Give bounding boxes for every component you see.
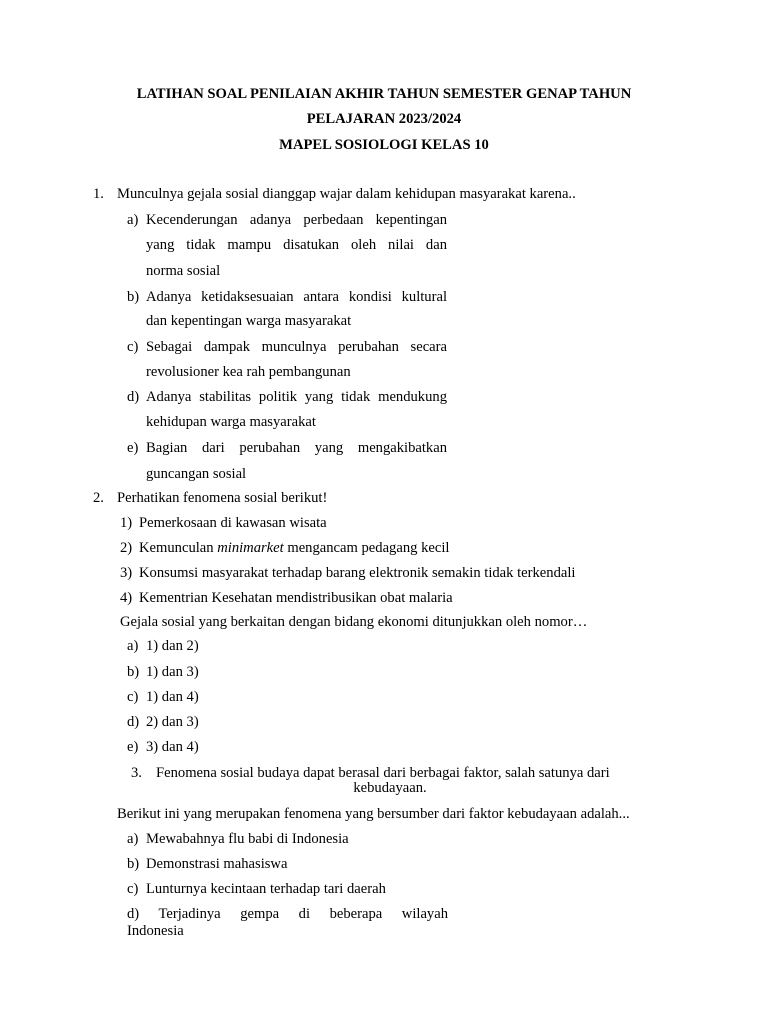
- q3-option-a-text: Mewabahnya flu babi di Indonesia: [146, 831, 349, 847]
- q2-option-b-letter: b): [127, 664, 140, 680]
- q1-option-e-line-2: guncangan sosial: [146, 466, 247, 482]
- q2-option-e-letter: e): [127, 739, 139, 755]
- q2-item-2-text: Kemunculan minimarket mengancam pedagang kecil: [139, 540, 450, 556]
- q1-option-b-letter: b): [127, 289, 140, 305]
- q1-option-a-line-3: norma sosial: [146, 263, 221, 279]
- q2-item-4-text: Kementrian Kesehatan mendistribusikan obat malaria: [139, 590, 453, 606]
- document-title-line-2: PELAJARAN 2023/2024: [306, 111, 462, 127]
- q2-option-d-letter: d): [127, 714, 140, 730]
- q2-item-3-number: 3): [120, 565, 133, 581]
- q1-option-e-letter: e): [127, 440, 139, 456]
- question-1-text: Munculnya gejala sosial dianggap wajar dalam kehidupan masyarakat karena..: [117, 186, 576, 202]
- q1-option-e-line-1: Bagian dari perubahan yang mengakibatkan: [146, 440, 447, 456]
- q2-item-2-italic-term: minimarket: [217, 540, 284, 556]
- q1-option-b-line-1: Adanya ketidaksesuaian antara kondisi kultural: [146, 289, 447, 305]
- q1-option-a-line-1: Kecenderungan adanya perbedaan kepentingan: [146, 212, 447, 228]
- q2-option-c-text: 1) dan 4): [146, 689, 199, 705]
- q1-option-d-line-2: kehidupan warga masyarakat: [146, 414, 316, 430]
- q2-option-e-text: 3) dan 4): [146, 739, 199, 755]
- q1-option-d-line-1: Adanya stabilitas politik yang tidak mendukung: [146, 389, 447, 405]
- q2-item-2-number: 2): [120, 540, 133, 556]
- q2-item-4-number: 4): [120, 590, 133, 606]
- document-title-line-1: LATIHAN SOAL PENILAIAN AKHIR TAHUN SEMESTER GENAP TAHUN: [136, 86, 632, 102]
- q3-option-d-line-1: d) Terjadinya gempa di beberapa wilayah: [127, 906, 448, 922]
- q2-item-1-number: 1): [120, 515, 133, 531]
- question-3-text-line-1: Fenomena sosial budaya dapat berasal dari berbagai faktor, salah satunya dari: [156, 765, 610, 781]
- q2-item-3-text: Konsumsi masyarakat terhadap barang elektronik semakin tidak terkendali: [139, 565, 576, 581]
- q3-prompt: Berikut ini yang merupakan fenomena yang bersumber dari faktor kebudayaan adalah...: [117, 806, 630, 822]
- q1-option-c-line-1: Sebagai dampak munculnya perubahan secara: [146, 339, 447, 355]
- question-2-text: Perhatikan fenomena sosial berikut!: [117, 490, 328, 506]
- q1-option-c-letter: c): [127, 339, 139, 355]
- q3-option-d-letter: d): [127, 906, 140, 922]
- q3-option-c-text: Lunturnya kecintaan terhadap tari daerah: [146, 881, 386, 897]
- q2-option-d-text: 2) dan 3): [146, 714, 199, 730]
- q2-option-b-text: 1) dan 3): [146, 664, 199, 680]
- q3-option-c-letter: c): [127, 881, 139, 897]
- q3-option-d-line-2: Indonesia: [127, 923, 184, 939]
- question-2-number: 2.: [93, 490, 104, 506]
- q3-option-b-text: Demonstrasi mahasiswa: [146, 856, 288, 872]
- q1-option-c-line-2: revolusioner kea rah pembangunan: [146, 364, 351, 380]
- q2-item-1-text: Pemerkosaan di kawasan wisata: [139, 515, 327, 531]
- question-3-text-line-2: kebudayaan.: [353, 780, 427, 796]
- question-1-number: 1.: [93, 186, 104, 202]
- q2-option-c-letter: c): [127, 689, 139, 705]
- q1-option-d-letter: d): [127, 389, 140, 405]
- q3-option-b-letter: b): [127, 856, 140, 872]
- document-subtitle: MAPEL SOSIOLOGI KELAS 10: [279, 137, 489, 153]
- question-3-number: 3.: [131, 765, 142, 781]
- q1-option-a-line-2: yang tidak mampu disatukan oleh nilai dan: [146, 237, 447, 253]
- q1-option-a-letter: a): [127, 212, 139, 228]
- q2-option-a-letter: a): [127, 638, 139, 654]
- q3-option-a-letter: a): [127, 831, 139, 847]
- q1-option-b-line-2: dan kepentingan warga masyarakat: [146, 313, 352, 329]
- q2-option-a-text: 1) dan 2): [146, 638, 199, 654]
- q2-prompt: Gejala sosial yang berkaitan dengan bidang ekonomi ditunjukkan oleh nomor…: [120, 614, 588, 630]
